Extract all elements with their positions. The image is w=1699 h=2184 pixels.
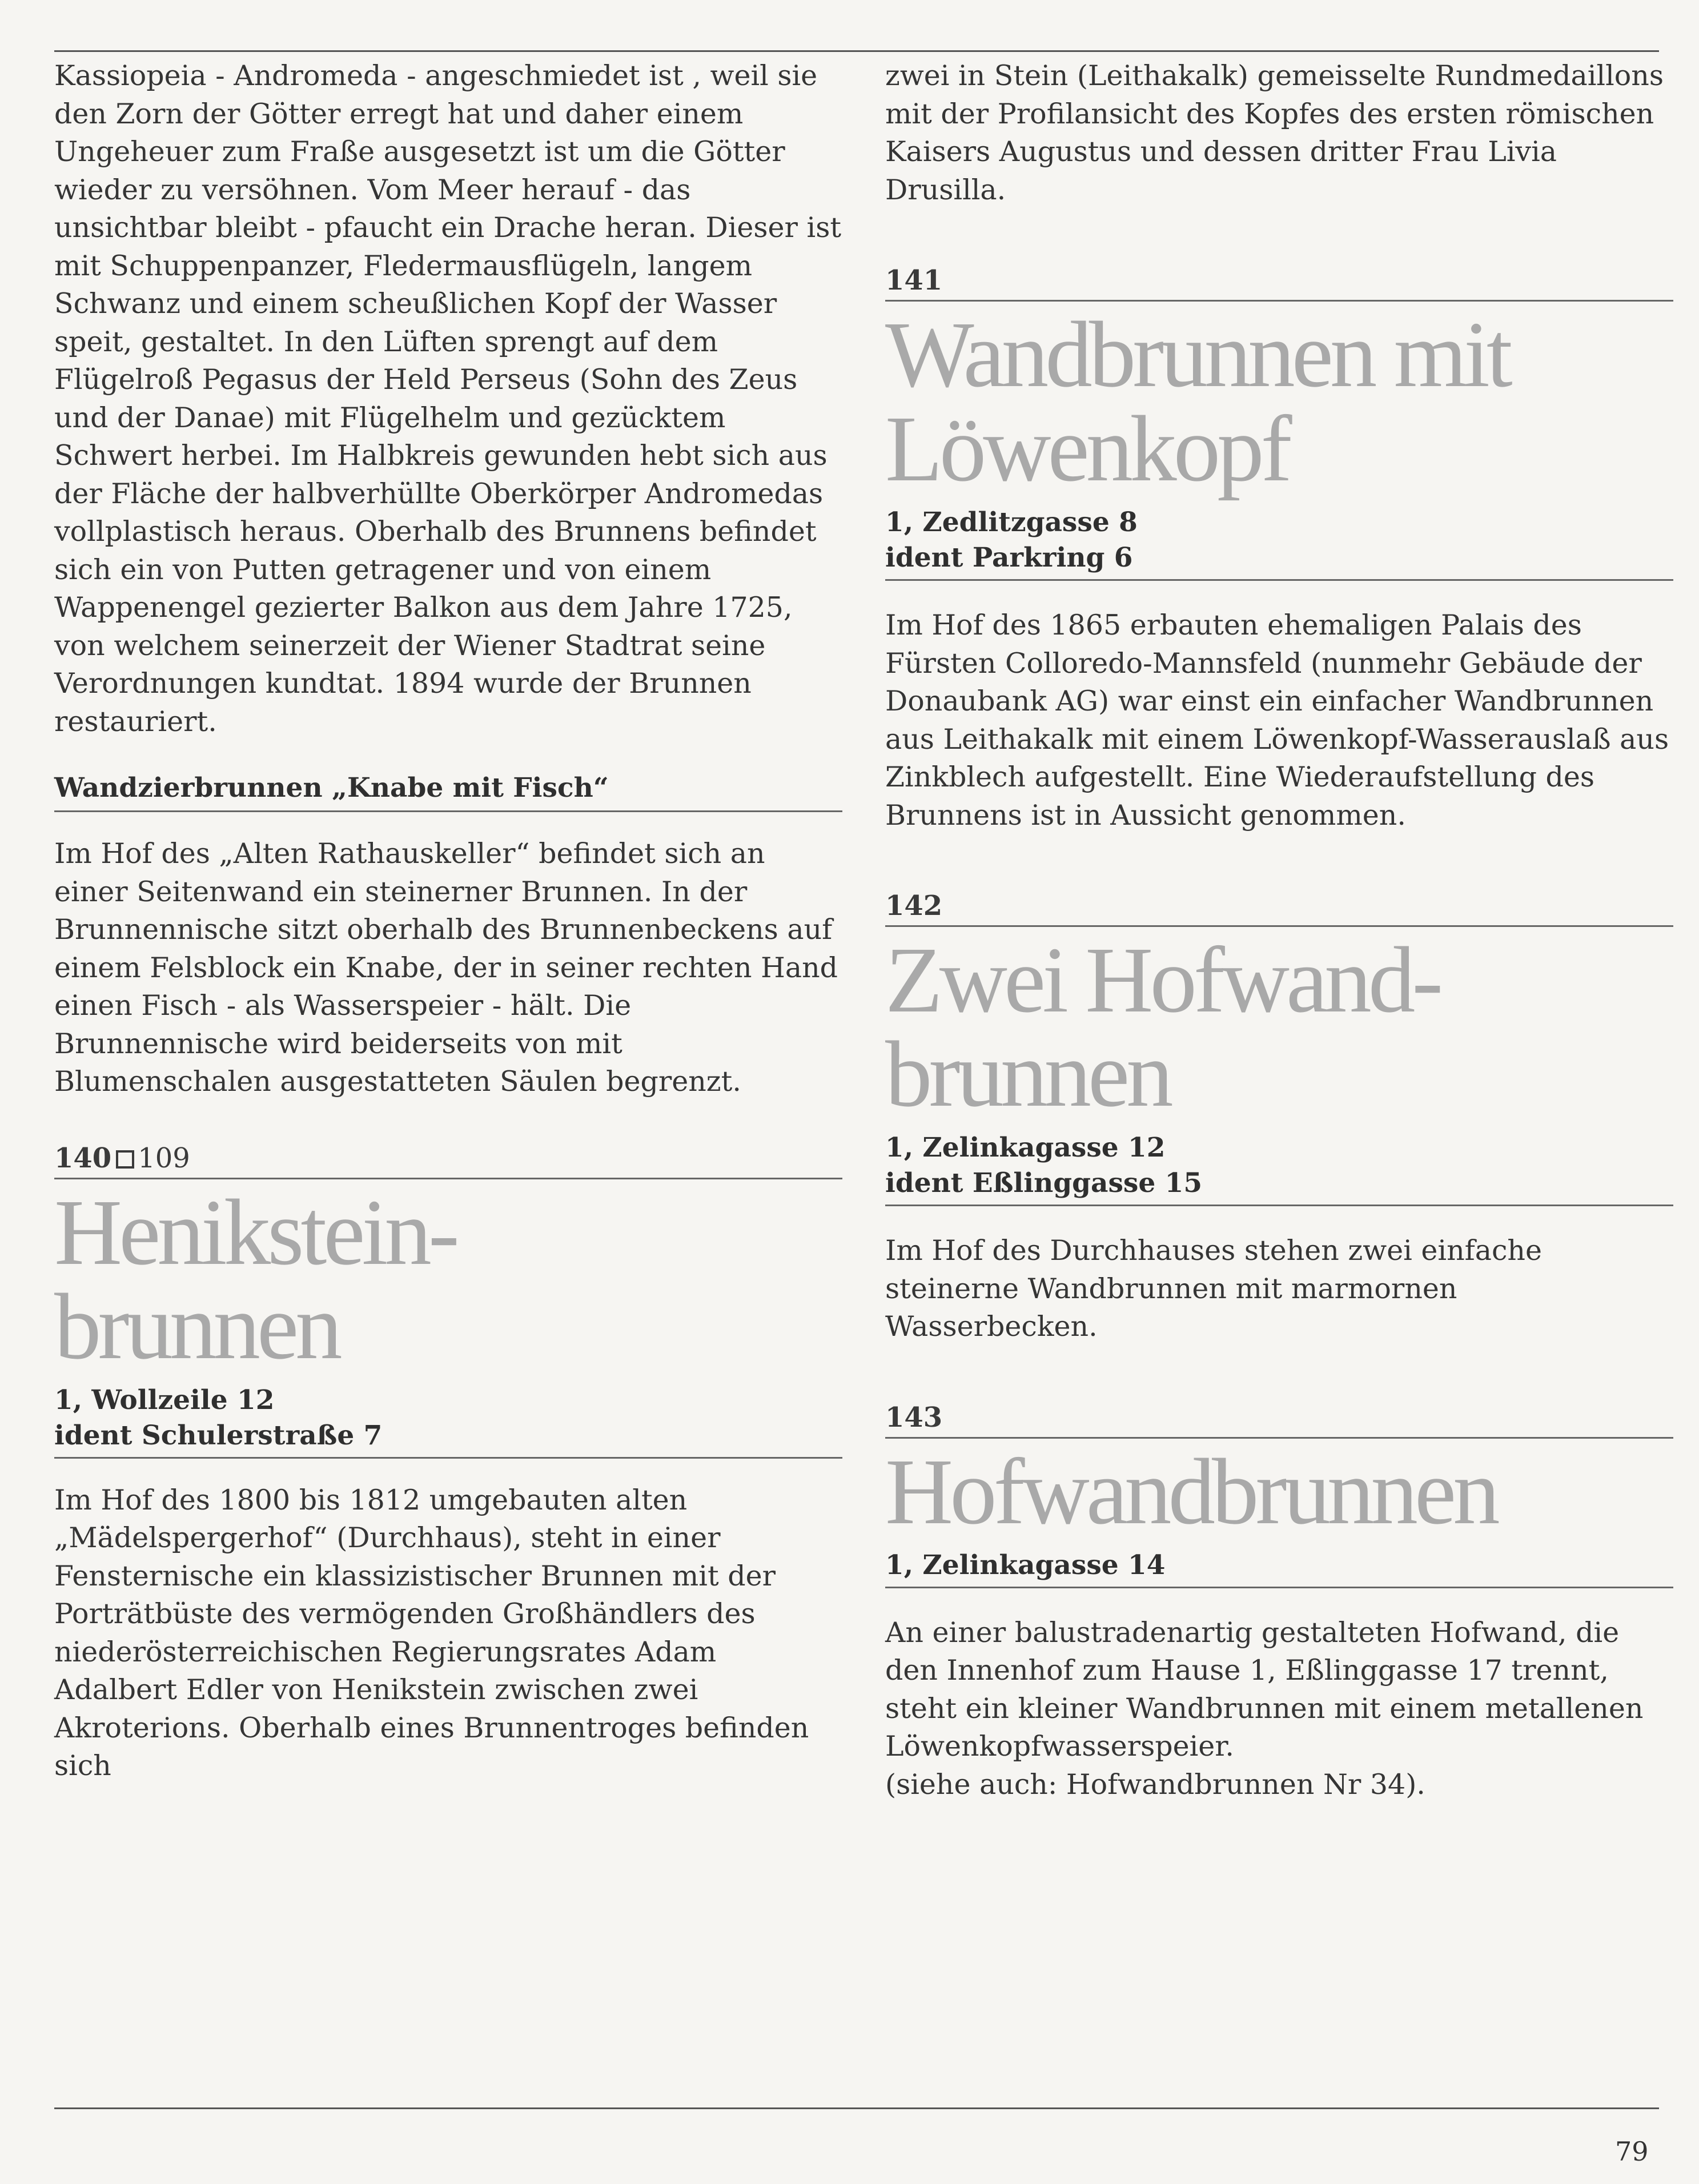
knabe-mit-fisch-heading: Wandzierbrunnen „Knabe mit Fisch“ — [54, 769, 842, 812]
entry-142-address: 1, Zelinkagasse 12 ident Eßlinggasse 15 — [885, 1130, 1673, 1206]
medallions-paragraph: zwei in Stein (Leithakalk) gemeisselte Rundmedaillons mit der Profilansicht des Kopfes des ersten römischen Kaisers Augustus und dessen dritter Frau Livia Drusilla. — [885, 59, 1664, 206]
top-rule — [54, 50, 1659, 52]
right-column — [885, 57, 1673, 1804]
entry-143-title: Hofwandbrunnen — [885, 1439, 1497, 1544]
left-column — [54, 57, 842, 1785]
entry-142-text: Im Hof des Durchhauses stehen zwei einfache steinerne Wandbrunnen mit marmornen Wasserbecken. — [885, 1234, 1542, 1343]
entry-142-number: 142 — [885, 889, 1673, 927]
entry-143-address: 1, Zelinkagasse 14 — [885, 1548, 1673, 1588]
entry-143-text: An einer balustradenartig gestalteten Hofwand, die den Innenhof zum Hause 1, Eßlinggasse 17 trennt, steht ein kleiner Wandbrunnen mit einem metallenen Löwenkopfwasserspeier. — [885, 1616, 1644, 1763]
entry-142-title: Zwei Hofwand-brunnen — [885, 928, 1440, 1126]
entry-141-title: Wandbrunnen mit Löwenkopf — [885, 302, 1509, 501]
bottom-rule — [54, 2107, 1659, 2109]
entry-141-number: 141 — [885, 263, 1673, 302]
entry-143-number: 143 — [885, 1400, 1673, 1439]
entry-140-text: Im Hof des 1800 bis 1812 umgebauten alten „Mädelspergerhof“ (Durchhaus), steht in einer Fensternische ein klassizistischer Brunnen mit der Porträtbüste des vermögenden Großhändlers des niederösterreichischen Regierungsrates Adam Adalbert Edler von Henikstein zwischen zwei Akroterions. Oberhalb eines Brunnentroges befinden sich — [54, 1483, 809, 1782]
map-reference-box-icon — [116, 1150, 134, 1169]
entry-140-address: 1, Wollzeile 12 ident Schulerstraße 7 — [54, 1383, 842, 1459]
andromeda-paragraph: Kassiopeia - Andromeda - angeschmiedet ist , weil sie den Zorn der Götter erregt hat und daher einem Ungeheuer zum Fraße ausgesetzt ist um die Götter wieder zu versöhnen. Vom Meer herauf - das unsichtbar bleibt - pfaucht ein Drache heran. Dieser ist mit Schuppenpanzer, Fledermausflügeln, langem Schwanz und einem scheußlichen Kopf der Wasser speit, gestaltet. In den Lüften sprengt auf dem Flügelroß Pegasus der Held Perseus (Sohn des Zeus und der Danae) mit Flügelhelm und gezücktem Schwert herbei. Im Halbkreis gewunden hebt sich aus der Fläche der halbverhüllte Oberkörper Andromedas vollplastisch heraus. Oberhalb des Brunnens befindet sich ein von Putten getragener und von einem Wappenengel gezierter Balkon aus dem Jahre 1725, von welchem seinerzeit der Wiener Stadtrat seine Verordnungen kundtat. 1894 wurde der Brunnen restauriert. — [54, 59, 842, 738]
knabe-mit-fisch-paragraph: Im Hof des „Alten Rathauskeller“ befindet sich an einer Seitenwand ein steinerner Brunnen. In der Brunnennische sitzt oberhalb des Brunnenbeckens auf einem Felsblock ein Knabe, der in seiner rechten Hand einen Fisch - als Wasserspeier - hält. Die Brunnennische wird beiderseits von mit Blumenschalen ausgestatteten Säulen begrenzt. — [54, 837, 838, 1098]
entry-140-number: 140 109 — [54, 1141, 842, 1179]
entry-143-note: (siehe auch: Hofwandbrunnen Nr 34). — [885, 1768, 1425, 1801]
entry-141-address: 1, Zedlitzgasse 8 ident Parkring 6 — [885, 505, 1673, 581]
map-reference-number: 109 — [138, 1142, 190, 1174]
entry-140-title: Henikstein-brunnen — [54, 1179, 456, 1379]
page-number: 79 — [1615, 2136, 1649, 2167]
entry-141-text: Im Hof des 1865 erbauten ehemaligen Palais des Fürsten Colloredo-Mannsfeld (nunmehr Gebäude der Donaubank AG) war einst ein einfacher Wandbrunnen aus Leithakalk mit einem Löwenkopf-Wasserauslaß aus Zinkblech aufgestellt. Eine Wiederaufstellung des Brunnens ist in Aussicht genommen. — [885, 609, 1669, 832]
